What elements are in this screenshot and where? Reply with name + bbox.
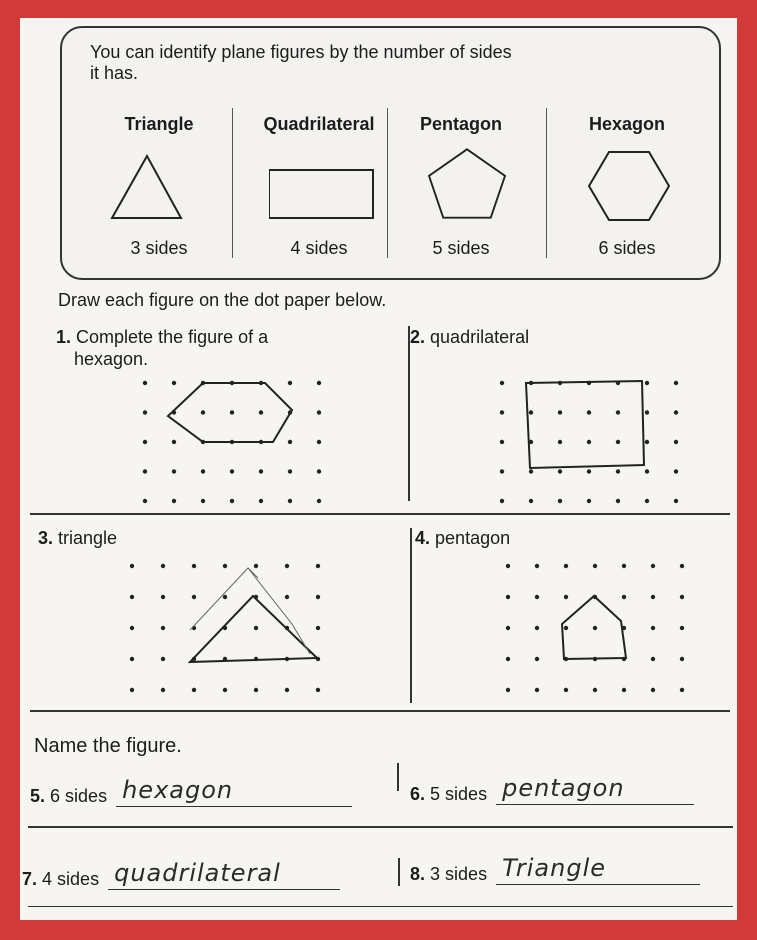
grid-dot: [564, 595, 568, 599]
grid-dot: [230, 499, 234, 503]
problem-number: 5.: [30, 786, 46, 806]
grid-dot: [616, 499, 620, 503]
grid-dot: [651, 657, 655, 661]
grid-dot: [130, 595, 134, 599]
dot-grid-4: [506, 564, 684, 692]
handwritten-answer: hexagon: [122, 776, 234, 804]
problem-text: triangle: [58, 528, 118, 548]
grid-dot: [317, 381, 321, 385]
grid-dot: [680, 657, 684, 661]
grid-dot: [622, 564, 626, 568]
grid-dot: [143, 410, 147, 414]
problem-text: Complete the figure of a: [76, 327, 269, 347]
grid-dot: [143, 499, 147, 503]
grid-dot: [500, 469, 504, 473]
grid-dot: [130, 626, 134, 630]
grid-dot: [316, 688, 320, 692]
answer-prompt: 4 sides: [42, 869, 100, 889]
grid-dot: [506, 564, 510, 568]
grid-dot: [616, 469, 620, 473]
grid-dot: [680, 595, 684, 599]
grid-dot: [593, 688, 597, 692]
grid-dot: [161, 564, 165, 568]
grid-dot: [645, 499, 649, 503]
grid-dot: [587, 499, 591, 503]
grid-dot: [201, 469, 205, 473]
grid-dot: [143, 440, 147, 444]
answer-prompt: 5 sides: [430, 784, 488, 804]
grid-dot: [593, 564, 597, 568]
grid-dot: [317, 410, 321, 414]
grid-dot: [285, 595, 289, 599]
grid-dot: [223, 564, 227, 568]
grid-dot: [316, 564, 320, 568]
grid-dot: [254, 626, 258, 630]
shape-sides: 4 sides: [290, 238, 348, 258]
problem-number: 6.: [410, 784, 426, 804]
grid-dot: [564, 626, 568, 630]
grid-dot: [680, 626, 684, 630]
grid-dot: [288, 440, 292, 444]
answer-blank[interactable]: [116, 776, 352, 807]
grid-dot: [645, 381, 649, 385]
grid-dot: [143, 381, 147, 385]
grid-dot: [674, 410, 678, 414]
grid-dot: [645, 469, 649, 473]
grid-dot: [674, 469, 678, 473]
handwritten-answer: pentagon: [502, 774, 625, 802]
grid-dot: [254, 564, 258, 568]
grid-dot: [201, 410, 205, 414]
grid-dot: [223, 688, 227, 692]
grid-dot: [259, 499, 263, 503]
grid-dot: [587, 440, 591, 444]
grid-dot: [506, 688, 510, 692]
grid-dot: [316, 626, 320, 630]
grid-dot: [674, 499, 678, 503]
answer-blank[interactable]: [496, 854, 700, 885]
grid-dot: [285, 564, 289, 568]
grid-dot: [259, 410, 263, 414]
problem-number: 3.: [38, 528, 54, 548]
grid-dot: [317, 499, 321, 503]
grid-dot: [230, 410, 234, 414]
grid-dot: [587, 469, 591, 473]
grid-dot: [259, 469, 263, 473]
drawn-triangle: [190, 596, 317, 662]
handwritten-answer: Triangle: [502, 854, 607, 882]
answer-row-8: [410, 854, 700, 885]
grid-dot: [288, 499, 292, 503]
grid-dot: [535, 564, 539, 568]
grid-dot: [130, 657, 134, 661]
grid-dot: [529, 469, 533, 473]
grid-dot: [680, 564, 684, 568]
intro-text: You can identify plane figures by the number of sides it has.: [90, 42, 512, 83]
grid-dot: [130, 564, 134, 568]
answer-row-7: [22, 859, 340, 890]
problem-number: 2.: [410, 327, 426, 347]
grid-dot: [192, 688, 196, 692]
sketch-guide-line: [190, 568, 310, 654]
grid-dot: [622, 688, 626, 692]
grid-dot: [651, 688, 655, 692]
name-heading: Name the figure.: [34, 735, 182, 757]
answer-blank[interactable]: [108, 859, 340, 890]
grid-dot: [558, 410, 562, 414]
grid-dot: [529, 499, 533, 503]
grid-dot: [201, 499, 205, 503]
grid-dot: [500, 440, 504, 444]
grid-dot: [500, 410, 504, 414]
shape-sides: 3 sides: [130, 238, 188, 258]
horizontal-divider: [28, 826, 733, 828]
grid-dot: [161, 626, 165, 630]
grid-dot: [285, 688, 289, 692]
grid-dot: [161, 595, 165, 599]
grid-dot: [535, 688, 539, 692]
grid-dot: [558, 499, 562, 503]
worksheet-page: [20, 18, 737, 920]
bottom-rule: [28, 906, 733, 907]
shape-sides: 6 sides: [598, 238, 656, 258]
grid-dot: [651, 595, 655, 599]
answer-prompt: 3 sides: [430, 864, 488, 884]
grid-dot: [500, 381, 504, 385]
grid-dot: [172, 381, 176, 385]
grid-dot: [587, 410, 591, 414]
draw-heading: Draw each figure on the dot paper below.: [58, 290, 387, 310]
grid-dot: [506, 657, 510, 661]
grid-dot: [172, 440, 176, 444]
grid-dot: [593, 626, 597, 630]
grid-dot: [529, 410, 533, 414]
grid-dot: [680, 688, 684, 692]
answer-row-5: [30, 776, 352, 807]
grid-dot: [564, 688, 568, 692]
grid-dot: [223, 595, 227, 599]
grid-dot: [500, 499, 504, 503]
grid-dot: [645, 410, 649, 414]
grid-dot: [254, 688, 258, 692]
vertical-divider: [397, 763, 399, 791]
problem-number: 8.: [410, 864, 426, 884]
grid-dot: [172, 469, 176, 473]
shape-name: Hexagon: [588, 114, 666, 134]
grid-dot: [161, 657, 165, 661]
grid-dot: [535, 657, 539, 661]
grid-dot: [616, 410, 620, 414]
grid-dot: [288, 381, 292, 385]
shape-sides: 5 sides: [432, 238, 490, 258]
grid-dot: [506, 595, 510, 599]
problem-number: 4.: [415, 528, 431, 548]
grid-dot: [564, 564, 568, 568]
grid-dot: [130, 688, 134, 692]
grid-dot: [651, 626, 655, 630]
shape-name: Pentagon: [419, 114, 502, 134]
drawn-quadrilateral: [526, 381, 644, 468]
grid-dot: [172, 499, 176, 503]
grid-dot: [674, 440, 678, 444]
dot-grid-3: [130, 564, 320, 692]
problem-number: 1.: [56, 327, 72, 347]
grid-dot: [192, 595, 196, 599]
grid-dot: [506, 626, 510, 630]
grid-dot: [622, 595, 626, 599]
problem-text-line2: hexagon.: [74, 349, 149, 369]
answer-row-6: [410, 774, 694, 805]
shape-name: Triangle: [124, 114, 194, 134]
grid-dot: [651, 564, 655, 568]
handwritten-answer: quadrilateral: [114, 859, 281, 887]
grid-dot: [535, 626, 539, 630]
problem-text: pentagon: [435, 528, 511, 548]
answer-prompt: 6 sides: [50, 786, 108, 806]
grid-dot: [558, 440, 562, 444]
grid-dot: [192, 564, 196, 568]
grid-dot: [616, 440, 620, 444]
problem-text: quadrilateral: [430, 327, 530, 347]
grid-dot: [674, 381, 678, 385]
vertical-divider: [398, 858, 400, 886]
shape-name: Quadrilateral: [263, 114, 375, 134]
grid-dot: [230, 469, 234, 473]
grid-dot: [317, 440, 321, 444]
grid-dot: [645, 440, 649, 444]
grid-dot: [558, 469, 562, 473]
grid-dot: [161, 688, 165, 692]
grid-dot: [535, 595, 539, 599]
answer-blank[interactable]: [496, 774, 694, 805]
problem-number: 7.: [22, 869, 38, 889]
grid-dot: [316, 595, 320, 599]
grid-dot: [317, 469, 321, 473]
grid-dot: [143, 469, 147, 473]
grid-dot: [288, 469, 292, 473]
